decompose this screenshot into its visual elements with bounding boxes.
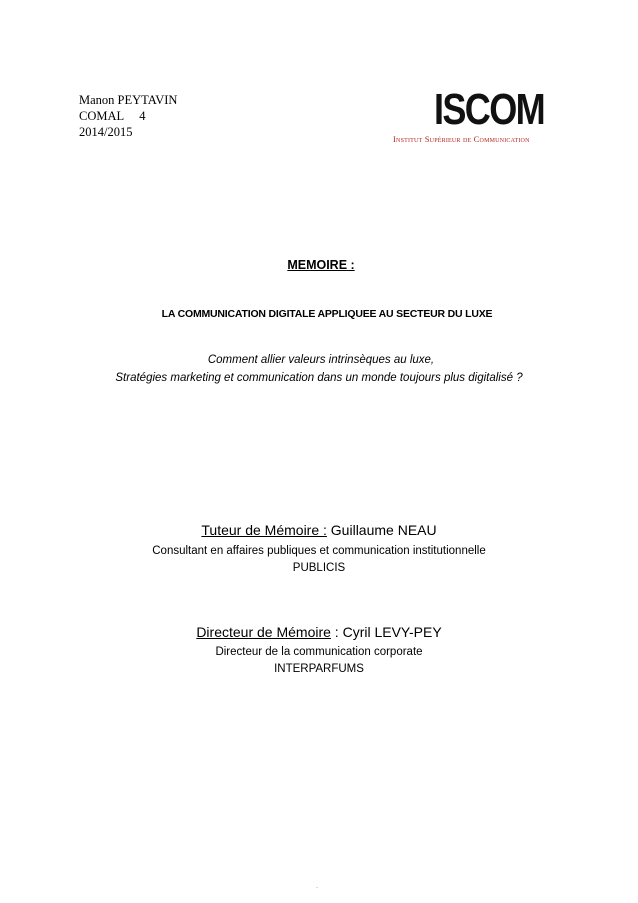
logo-subtitle: Institut Supérieur de Communication (393, 134, 530, 144)
tutor-name: Guillaume NEAU (326, 522, 437, 538)
document-subject: LA COMMUNICATION DIGITALE APPLIQUEE AU SECTEUR DU LUXE (161, 308, 493, 320)
director-line (0, 624, 638, 640)
tutor-position: Consultant en affaires publiques et communication institutionnelle (152, 545, 486, 557)
tutor-company: PUBLICIS (292, 562, 346, 574)
research-question-line-2: Stratégies marketing et communication dans un monde toujours plus digitalisé ? (115, 372, 523, 384)
director-name: : Cyril LEVY-PEY (330, 624, 442, 640)
author-info (79, 92, 177, 140)
director-label: Directeur de Mémoire (196, 624, 331, 640)
academic-year: 2014/2015 (79, 125, 133, 139)
logo-wordmark: ISCOM (434, 85, 545, 134)
page-mark: . (316, 883, 318, 890)
director-company: INTERPARFUMS (274, 663, 364, 675)
program-code: COMAL 4 (79, 109, 146, 123)
iscom-logo (392, 85, 562, 150)
author-name: Manon PEYTAVIN (79, 93, 178, 107)
research-question-line-1: Comment allier valeurs intrinsèques au luxe, (207, 354, 435, 366)
document-title: MEMOIRE : (287, 258, 355, 272)
tutor-line (0, 522, 638, 538)
tutor-label: Tuteur de Mémoire : (201, 522, 327, 538)
director-position: Directeur de la communication corporate (215, 646, 423, 658)
